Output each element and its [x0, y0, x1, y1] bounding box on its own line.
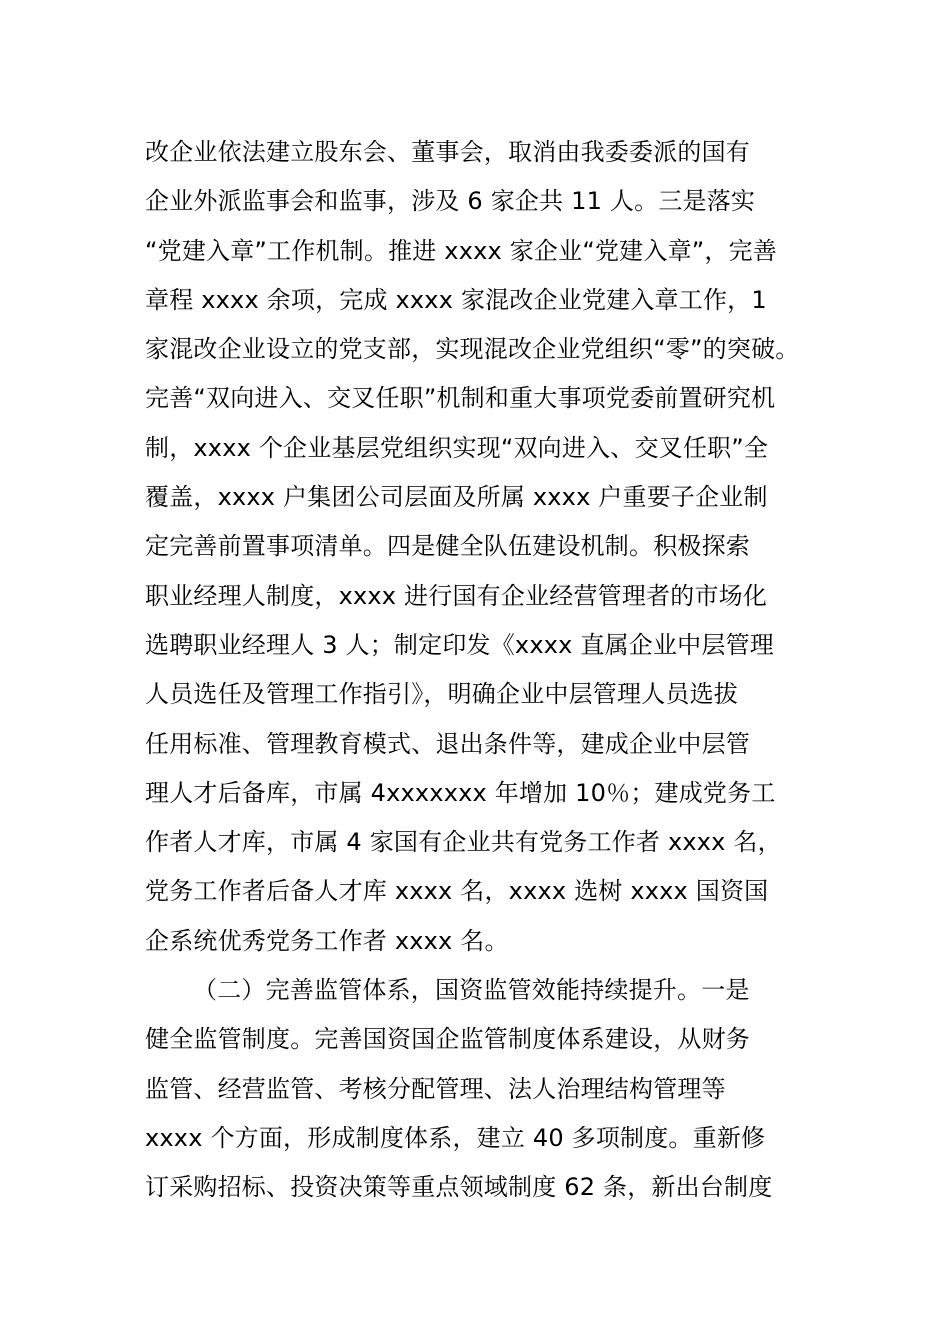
- text-line: xxxx 个方面，形成制度体系，建立 40 多项制度。重新修: [145, 1123, 766, 1152]
- text-line: 作者人才库，市属 4 家国有企业共有党务工作者 xxxx 名，: [145, 828, 782, 857]
- text-line: 任用标准、管理教育模式、退出条件等，建成企业中层管: [145, 729, 750, 758]
- text-line: 章程 xxxx 余项，完成 xxxx 家混改企业党建入章工作，1: [145, 285, 767, 314]
- text-line: 健全监管制度。完善国资国企监管制度体系建设，从财务: [145, 1025, 750, 1054]
- body-text: [145, 128, 845, 1213]
- text-line: “党建入章”工作机制。推进 xxxx 家企业“党建入章”，完善: [145, 236, 778, 265]
- section-heading-line: （二）完善监管体系，国资监管效能持续提升。一是: [193, 976, 750, 1005]
- text-line: 家混改企业设立的党支部，实现混改企业党组织“零”的突破。: [145, 335, 800, 364]
- text-line: 人员选任及管理工作指引》，明确企业中层管理人员选拔: [145, 680, 738, 709]
- text-line: 覆盖，xxxx 户集团公司层面及所属 xxxx 户重要子企业制: [145, 483, 768, 512]
- text-line: 定完善前置事项清单。四是健全队伍建设机制。积极探索: [145, 532, 750, 561]
- text-line: 订采购招标、投资决策等重点领域制度 62 条，新出台制度: [145, 1173, 773, 1202]
- text-line: 党务工作者后备人才库 xxxx 名，xxxx 选树 xxxx 国资国: [145, 877, 769, 906]
- text-line: 理人才后备库，市属 4xxxxxxx 年增加 10％；建成党务工: [145, 778, 776, 807]
- text-line: 选聘职业经理人 3 人；制定印发《xxxx 直属企业中层管理: [145, 630, 774, 659]
- text-line: 制，xxxx 个企业基层党组织实现“双向进入、交叉任职”全: [145, 433, 769, 462]
- text-line: 企业外派监事会和监事，涉及 6 家企共 11 人。三是落实: [145, 187, 756, 216]
- text-line: 职业经理人制度，xxxx 进行国有企业经营管理者的市场化: [145, 581, 768, 610]
- text-line: 企系统优秀党务工作者 xxxx 名。: [145, 926, 509, 955]
- text-line: 改企业依法建立股东会、董事会，取消由我委委派的国有: [145, 138, 750, 166]
- text-line: 完善“双向进入、交叉任职”机制和重大事项党委前置研究机: [145, 384, 776, 413]
- text-line: 监管、经营监管、考核分配管理、法人治理结构管理等: [145, 1074, 726, 1103]
